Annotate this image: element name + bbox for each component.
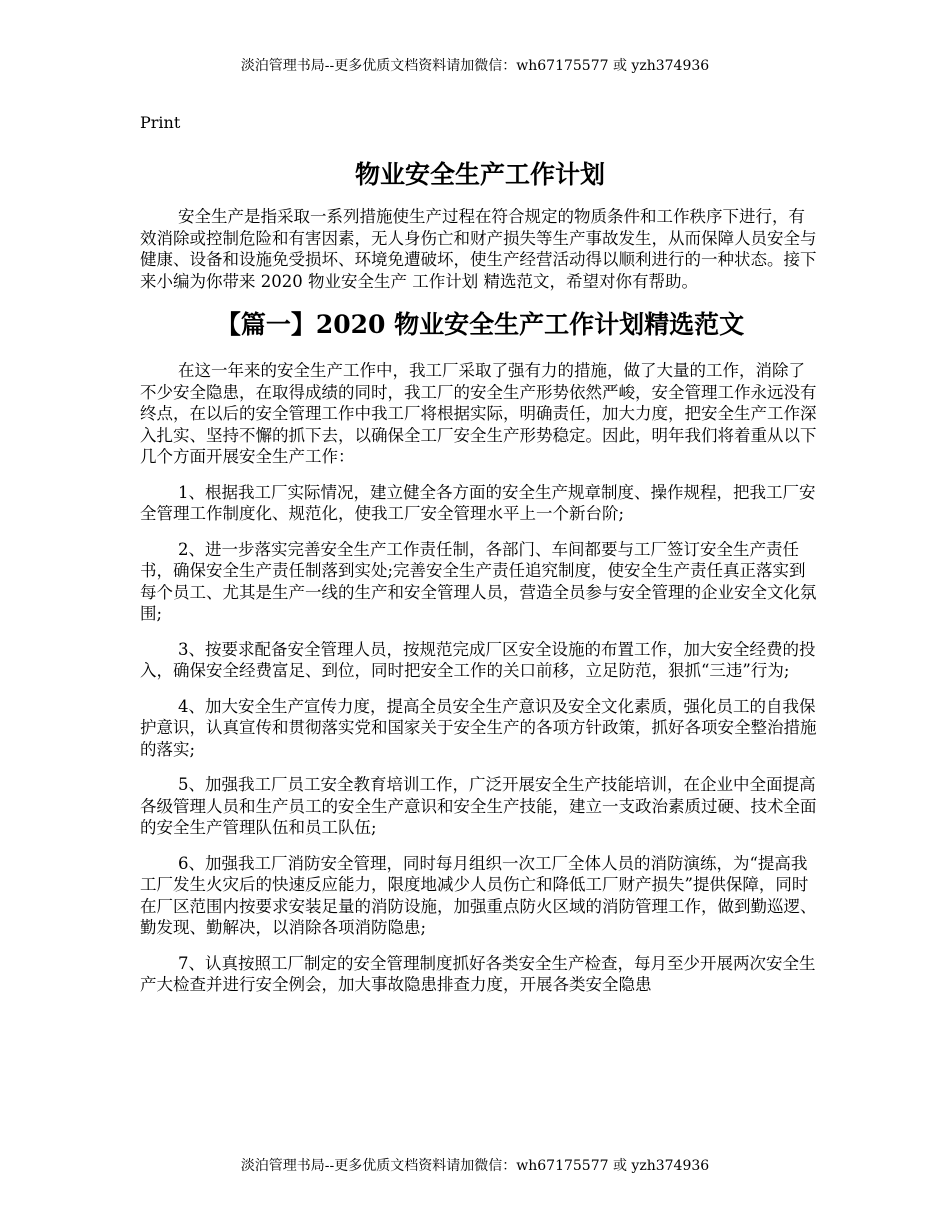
list-item-6: 6、加强我工厂消防安全管理，同时每月组织一次工厂全体人员的消防演练，为“提高我工厂发生火灾后的快速反应能力，限度地减少人员伤亡和降低工厂财产损失”提供保障，同时在厂区范围内按要求安装足量的消防设施，加强重点防火区域的消防管理工作，做到勤巡逻、勤发现、勤解决，以消除各项消防隐患; bbox=[140, 853, 817, 937]
document-body bbox=[140, 112, 820, 996]
intro-paragraph: 安全生产是指采取一系列措施使生产过程在符合规定的物质条件和工作秩序下进行，有效消除或控制危险和有害因素，无人身伤亡和财产损失等生产事故发生，从而保障人员安全与健康、设备和设施免受损坏、环境免遭破坏，使生产经营活动得以顺利进行的一种状态。接下来小编为你带来 2020 物业安全生产 工作计划 精选范文，希望对你有帮助。 bbox=[140, 207, 817, 291]
list-item-2: 2、进一步落实完善安全生产工作责任制，各部门、车间都要与工厂签订安全生产责任书，确保安全生产责任制落到实处;完善安全生产责任追究制度，使安全生产责任真正落实到每个员工、尤其是生产一线的生产和安全管理人员，营造全员参与安全管理的企业安全文化氛围; bbox=[140, 539, 817, 623]
list-item-3: 3、按要求配备安全管理人员，按规范完成厂区安全设施的布置工作，加大安全经费的投入，确保安全经费富足、到位，同时把安全工作的关口前移，立足防范，狠抓“三违”行为; bbox=[140, 639, 816, 680]
document-title: 物业安全生产工作计划 bbox=[354, 160, 605, 189]
page-header: 淡泊管理书局--更多优质文档资料请加微信：wh67175577 或 yzh374936 bbox=[240, 58, 710, 74]
section-lead-paragraph: 在这一年来的安全生产工作中，我工厂采取了强有力的措施，做了大量的工作，消除了不少安全隐患，在取得成绩的同时，我工厂的安全生产形势依然严峻，安全管理工作永远没有终点，在以后的安全管理工作中我工厂将根据实际，明确责任，加大力度，把安全生产工作深入扎实、坚持不懈的抓下去，以确保全工厂安全生产形势稳定。因此，明年我们将着重从以下几个方面开展安全生产工作： bbox=[140, 361, 817, 466]
list-item-5: 5、加强我工厂员工安全教育培训工作，广泛开展安全生产技能培训，在企业中全面提高各级管理人员和生产员工的安全生产意识和安全生产技能，建立一支政治素质过硬、技术全面的安全生产管理队伍和员工队伍; bbox=[140, 775, 817, 837]
list-item-7: 7、认真按照工厂制定的安全管理制度抓好各类安全生产检查，每月至少开展两次安全生产大检查并进行安全例会，加大事故隐患排查力度，开展各类安全隐患 bbox=[140, 953, 816, 994]
list-item-1: 1、根据我工厂实际情况，建立健全各方面的安全生产规章制度、操作规程，把我工厂安全管理工作制度化、规范化，使我工厂安全管理水平上一个新台阶; bbox=[140, 482, 816, 523]
section-title: 【篇一】2020 物业安全生产工作计划精选范文 bbox=[215, 310, 745, 339]
page-footer: 淡泊管理书局--更多优质文档资料请加微信：wh67175577 或 yzh374936 bbox=[240, 1158, 710, 1174]
print-label: Print bbox=[140, 113, 181, 132]
list-item-4: 4、加大安全生产宣传力度，提高全员安全生产意识及安全文化素质，强化员工的自我保护意识，认真宣传和贯彻落实党和国家关于安全生产的各项方针政策，抓好各项安全整治措施的落实; bbox=[140, 696, 817, 759]
